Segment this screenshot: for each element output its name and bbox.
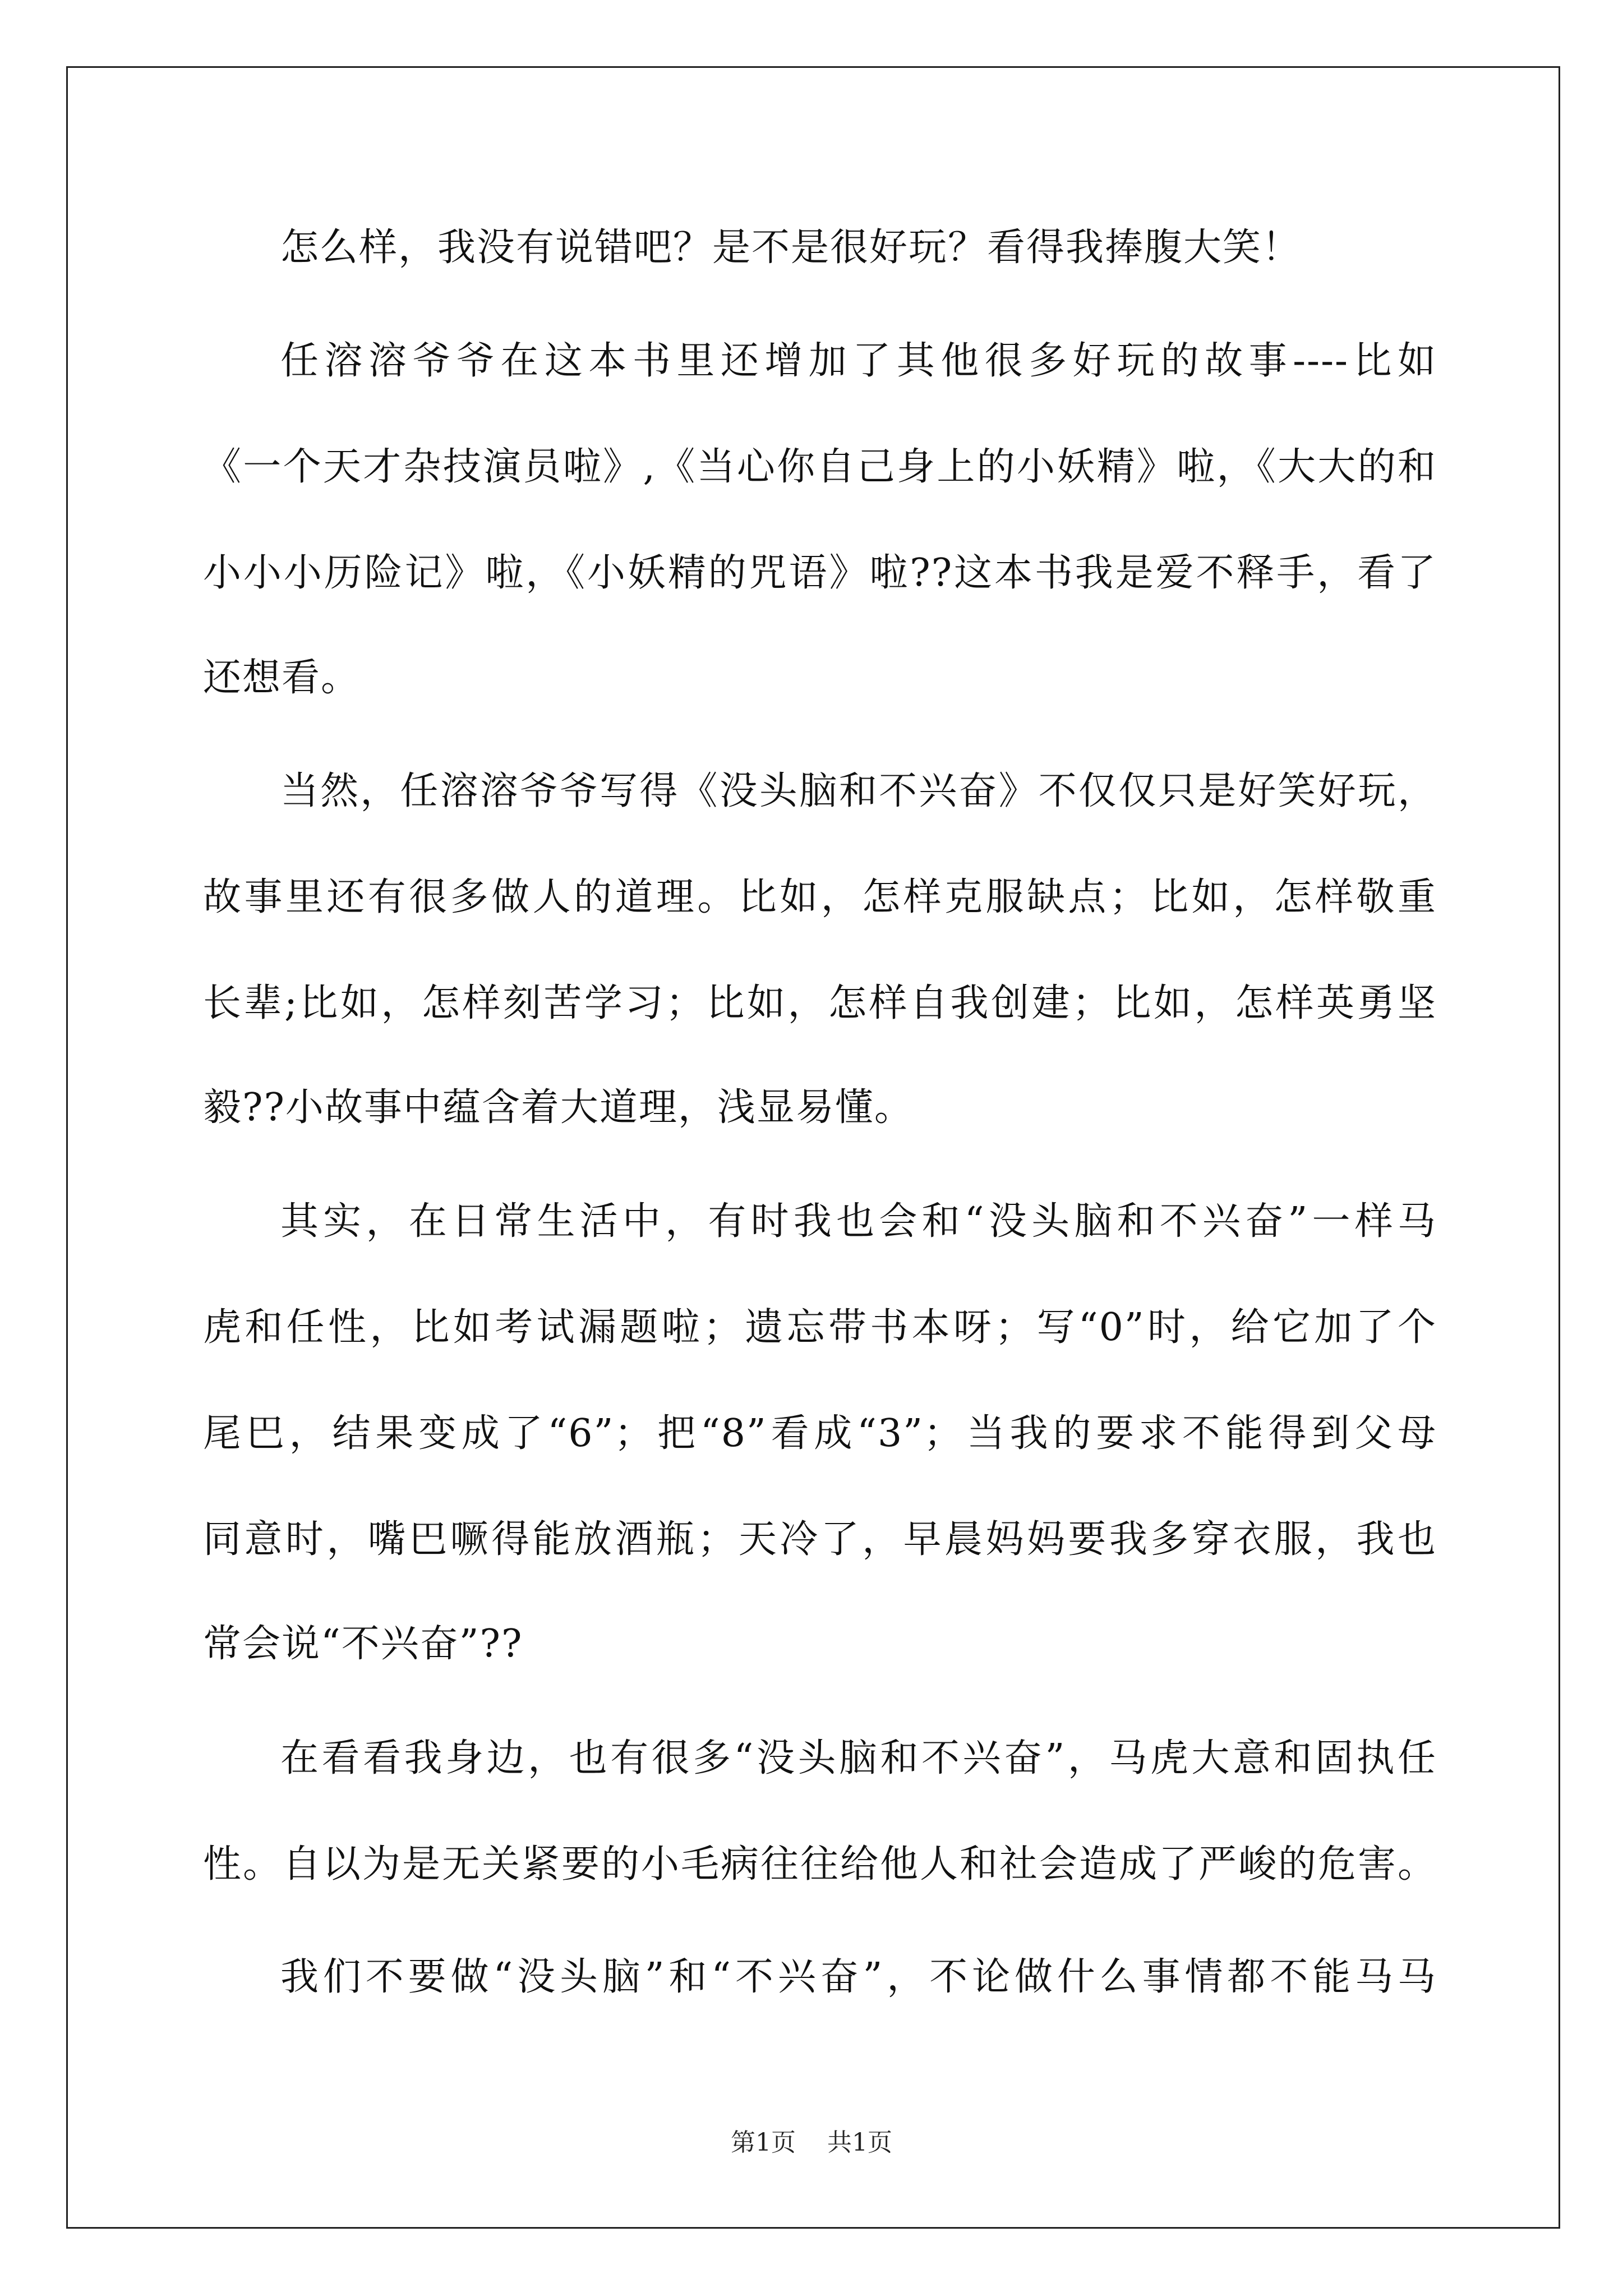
text-line: 尾巴，结果变成了“6”；把“8”看成“3”；当我的要求不能得到父母 — [203, 1411, 1437, 1456]
text-line: 同意时，嘴巴噘得能放酒瓶；天冷了，早晨妈妈要我多穿衣服，我也 — [203, 1517, 1437, 1562]
page-footer — [0, 2127, 1623, 2159]
text-line: 其实，在日常生活中，有时我也会和“没头脑和不兴奋”一样马 — [280, 1199, 1437, 1244]
text-line: 《一个天才杂技演员啦》,《当心你自己身上的小妖精》啦，《大大的和 — [203, 445, 1437, 489]
page-border — [66, 66, 1560, 2229]
text-line: 长辈;比如，怎样刻苦学习；比如，怎样自我创建；比如，怎样英勇坚 — [203, 981, 1437, 1025]
text-line: 任溶溶爷爷在这本书里还增加了其他很多好玩的故事----比如 — [280, 339, 1437, 383]
text-line: 在看看我身边，也有很多“没头脑和不兴奋”，马虎大意和固执任 — [280, 1736, 1437, 1780]
text-line: 怎么样，我没有说错吧？是不是很好玩？看得我捧腹大笑！ — [280, 226, 1302, 270]
text-line: 小小小历险记》啦，《小妖精的咒语》啦??这本书我是爱不释手，看了 — [203, 551, 1437, 595]
text-line: 当然，任溶溶爷爷写得《没头脑和不兴奋》不仅仅只是好笑好玩， — [280, 769, 1437, 813]
text-line: 还想看。 — [203, 656, 361, 700]
page-total: 共1页 — [827, 2128, 892, 2157]
text-line: 毅??小故事中蕴含着大道理，浅显易懂。 — [203, 1085, 914, 1130]
text-line: 我们不要做“没头脑”和“不兴奋”，不论做什么事情都不能马马 — [280, 1955, 1437, 1999]
text-line: 常会说“不兴奋”?? — [203, 1622, 523, 1666]
text-line: 虎和任性，比如考试漏题啦；遗忘带书本呀；写“0”时，给它加了个 — [203, 1305, 1437, 1350]
text-line: 故事里还有很多做人的道理。比如，怎样克服缺点；比如，怎样敬重 — [203, 875, 1437, 919]
page-number: 第1页 — [731, 2128, 796, 2157]
text-line: 性。自以为是无关紧要的小毛病往往给他人和社会造成了严峻的危害。 — [203, 1842, 1437, 1887]
